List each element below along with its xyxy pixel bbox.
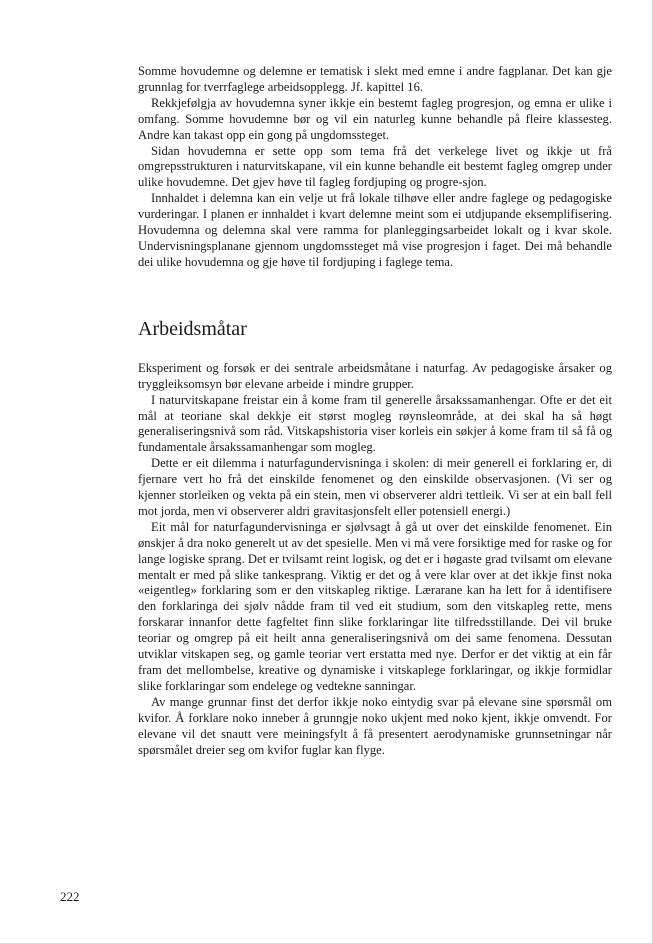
paragraph: Somme hovudemne og delemne er tematisk i slekt med emne i andre fagplanar. Det kan gje grunnlag for tverrfaglege arbeidsopplegg. Jf. kapittel 16.	[138, 64, 612, 94]
paragraph: Dette er eit dilemma i naturfagundervisninga i skolen: di meir generell ei forklaring er, di fjernare vert ho frå det einskilde fenomenet og den einskilde observasjonen. (Vi ser og kjenner storleiken og vekta på ein stein, men vi observerer aldri tettleik. Vi ser at ein ball fell mot jorda, men vi observerer aldri gravitasjonsfelt eller potensiell energi.)	[138, 456, 612, 518]
section-arbeidsmatar	[138, 317, 612, 759]
paragraph: Eit mål for naturfagundervisninga er sjølvsagt å gå ut over det einskilde fenomenet. Ein ønskjer å dra noko generelt ut av det spesielle. Men vi må vere forsiktige med for raske og for lange logiske sprang. Det er tvilsamt reint logisk, og det er i høgaste grad tvilsamt om elevane mentalt er med på slike tankesprang. Viktig er det og å vere klar over at det ikkje finst noka «eigentleg» forklaring som er den vitskapleg riktige. Lærarane kan ha lett for å identifisere den forklaringa dei sjølv nådde fram til ved eit studium, som den vitskapleg rette, mens forskarar innanfor dette fagfeltet finn slike forklaringar lite tilfredsstillande. Dei vil bruke teoriar og omgrep på eit heilt anna generaliseringsnivå om dei same fenomena. Dessutan utviklar vitskapen seg, og gamle teoriar vert erstatta med nye. Derfor er det viktig at ein får fram det mellombelse, kreative og dynamiske i vitskaplege forklaringar, og ikkje formidlar slike forklaringar som endelege og vedtekne sanningar.	[138, 519, 612, 693]
page-number: 222	[60, 889, 80, 904]
section-heading: Arbeidsmåtar	[138, 317, 247, 340]
paragraph: Rekkjefølgja av hovudemna syner ikkje ein bestemt fagleg progresjon, og emna er ulike i omfang. Somme hovudemne bør og vil ein naturleg kunne behandle på fleire klassesteg. Andre kan takast opp ein gong på ungdomssteget.	[138, 95, 612, 142]
paragraph: Eksperiment og forsøk er dei sentrale arbeidsmåtane i naturfag. Av pedagogiske årsaker og tryggleiksomsyn bør elevane arbeide i mindre grupper.	[138, 360, 612, 391]
paragraph: Av mange grunnar finst det derfor ikkje noko eintydig svar på elevane sine spørsmål om kvifor. Å forklare noko inneber å grunngje noko ukjent med noko kjent, ikkje omvendt. For elevane vil det snautt vere meiningsfylt å få presentert aerodynamiske grunnsetningar når spørsmålet dreier seg om kvifor fuglar kan flyge.	[138, 694, 612, 757]
paragraph: Innhaldet i delemna kan ein velje ut frå lokale tilhøve eller andre faglege og pedagogiske vurderingar. I planen er innhaldet i kvart delemne meint som ei utdjupande eksemplifisering. Hovudemna og delemna skal vere ramma for planleggingsarbeidet lokalt og i kvar skole. Undervisningsplanane gjennom ungdomssteget må vise progresjon i faget. Dei må behandle dei ulike hovudemna og gje høve til fordjuping i faglege tema.	[138, 191, 612, 269]
page-content	[138, 64, 612, 758]
paragraph: Sidan hovudemna er sette opp som tema frå det verkelege livet og ikkje ut frå omgrepsstrukturen i naturvitskapane, vil ein kunne behandle eit bestemt fagleg omgrep under ulike hovudemne. Det gjev høve til fagleg fordjuping og progre-sjon.	[138, 143, 612, 190]
section-spacer	[138, 271, 612, 317]
paragraph: I naturvitskapane freistar ein å kome fram til generelle årsakssamanhengar. Ofte er det eit mål at teoriane skal dekkje eit størst mogleg røynsleområde, at dei skal ha så høgt generaliseringsnivå som råd. Vitskapshistoria viser korleis ein søkjer å kome fram til så få og fundamentale årsakssamanhengar som mogleg.	[138, 392, 612, 455]
intro-section	[138, 64, 612, 271]
